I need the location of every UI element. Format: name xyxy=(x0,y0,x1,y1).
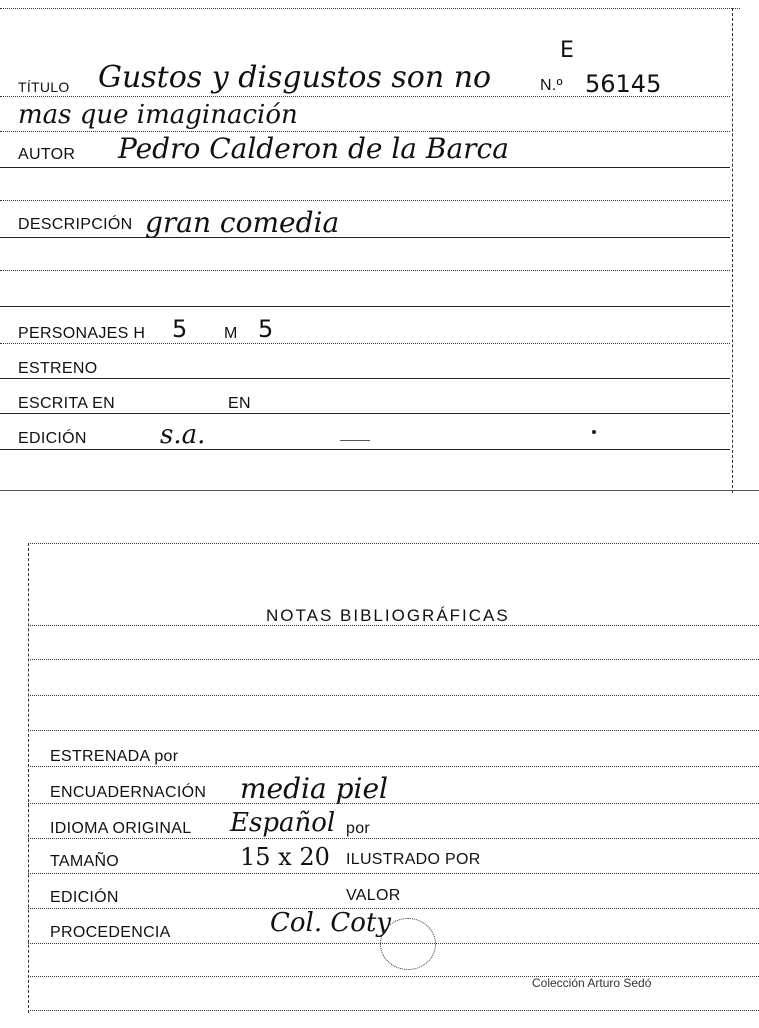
edicion-bottom-label: EDICIÓN xyxy=(50,889,119,906)
encuadernacion-label: ENCUADERNACIÓN xyxy=(50,784,207,801)
notas-line-1 xyxy=(28,625,759,626)
edicion-line xyxy=(0,449,730,450)
titulo-line xyxy=(0,96,730,97)
estrenada-line xyxy=(28,766,759,767)
bottom-card-top-edge xyxy=(28,543,759,544)
blank-line-3 xyxy=(0,306,730,307)
numero-letter: E xyxy=(560,38,574,63)
collection-footer: Colección Arturo Sedó xyxy=(532,976,652,990)
autor-label: AUTOR xyxy=(18,146,76,163)
autor-value: Pedro Calderon de la Barca xyxy=(118,132,509,165)
idioma-label: IDIOMA ORIGINAL xyxy=(50,820,192,837)
tamano-line xyxy=(28,873,759,874)
idioma-line xyxy=(28,838,759,839)
personajes-m-value: 5 xyxy=(258,315,274,343)
procedencia-line xyxy=(28,943,759,944)
escrita-en-label: EN xyxy=(228,395,251,412)
encuadernacion-line xyxy=(28,803,759,804)
procedencia-label: PROCEDENCIA xyxy=(50,924,171,941)
ink-speck xyxy=(592,430,596,434)
edicion-bottom-line xyxy=(28,908,759,909)
personajes-line xyxy=(0,343,730,344)
top-card-top-edge xyxy=(0,8,740,9)
blank-line-1 xyxy=(0,200,730,201)
estreno-line xyxy=(0,378,730,379)
notas-line-2 xyxy=(28,659,759,660)
tamano-label: TAMAÑO xyxy=(50,853,120,870)
descripcion-line xyxy=(0,237,730,238)
edicion-value: s.a. xyxy=(160,420,206,450)
encuadernacion-value: media piel xyxy=(240,772,388,805)
escrita-line xyxy=(0,413,730,414)
descripcion-label: DESCRIPCIÓN xyxy=(18,216,133,233)
titulo-label: TÍTULO xyxy=(18,79,70,95)
notas-heading: NOTAS BIBLIOGRÁFICAS xyxy=(266,606,510,625)
autor-line xyxy=(0,167,730,168)
titulo-value-cont: mas que imaginación xyxy=(18,100,298,130)
titulo-value: Gustos y disgustos son no xyxy=(98,60,492,95)
top-card-right-border xyxy=(732,8,733,493)
personajes-m-label: M xyxy=(224,325,238,342)
blank-line-2 xyxy=(0,270,730,271)
notas-line-3 xyxy=(28,695,759,696)
circular-stamp xyxy=(380,918,436,970)
tamano-value: 15 x 20 xyxy=(240,843,330,871)
personajes-h-value: 5 xyxy=(172,315,188,343)
idioma-value: Español xyxy=(230,808,336,838)
descripcion-value: gran comedia xyxy=(145,206,340,239)
numero-value: 56145 xyxy=(585,70,662,98)
idioma-por-label: por xyxy=(346,820,371,837)
top-card xyxy=(0,0,759,495)
personajes-label: PERSONAJES H xyxy=(18,325,146,342)
estreno-label: ESTRENO xyxy=(18,360,98,377)
top-card-bottom-edge xyxy=(0,490,759,491)
bottom-edge xyxy=(28,1010,759,1011)
bottom-card xyxy=(0,540,759,1028)
notas-line-4 xyxy=(28,730,759,731)
ilustrado-label: ILUSTRADO POR xyxy=(346,851,481,868)
valor-label: VALOR xyxy=(346,887,401,904)
scribble-dash xyxy=(340,440,370,441)
escrita-label: ESCRITA EN xyxy=(18,395,115,412)
numero-label: N.º xyxy=(540,77,563,94)
procedencia-value: Col. Coty xyxy=(270,908,392,938)
edicion-label: EDICIÓN xyxy=(18,430,87,447)
estrenada-label: ESTRENADA por xyxy=(50,748,179,765)
